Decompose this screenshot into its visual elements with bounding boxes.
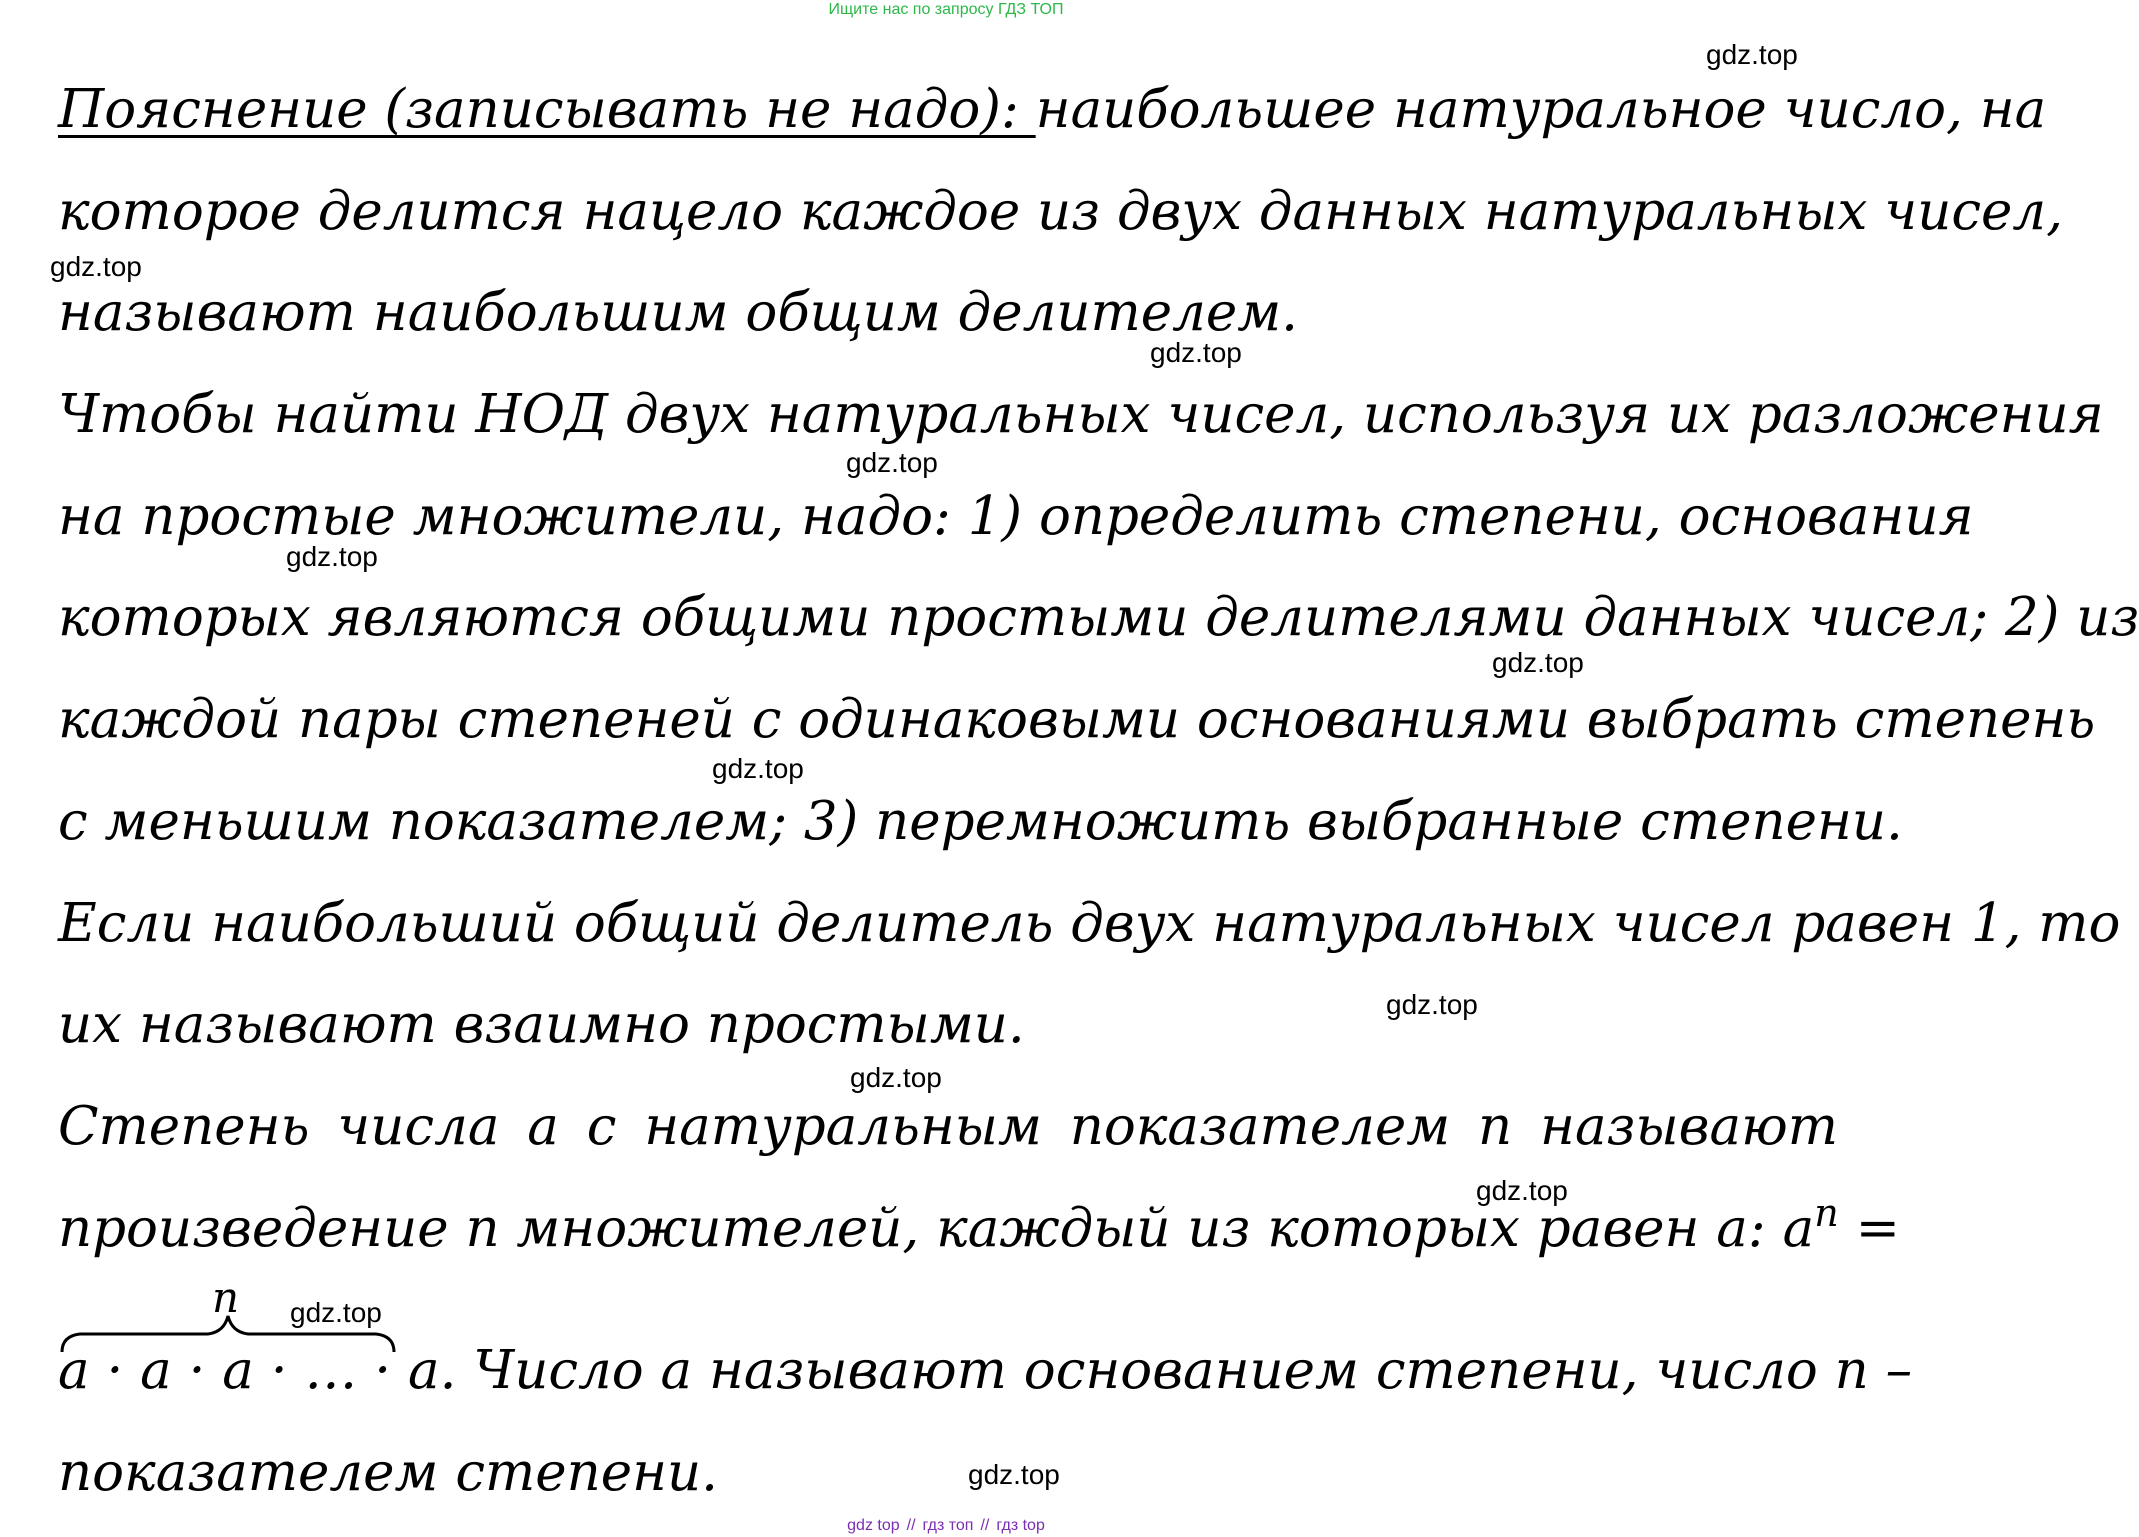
- watermark: gdz.top: [290, 1297, 382, 1328]
- watermark: gdz.top: [50, 251, 142, 282]
- watermark: gdz.top: [846, 447, 938, 478]
- text-line-12: [58, 1191, 1900, 1265]
- text-line-4: Чтобы найти НОД двух натуральных чисел, используя их разложения: [58, 384, 2104, 445]
- text-line-14: показателем степени.: [58, 1442, 719, 1503]
- watermark: gdz.top: [968, 1459, 1060, 1490]
- text-line-5: на простые множители, надо: 1) определить степени, основания: [58, 486, 1974, 547]
- footer-separator: //: [906, 1517, 916, 1534]
- text-line-9: Если наибольший общий делитель двух натуральных чисел равен 1, то: [58, 893, 2121, 954]
- watermark: gdz.top: [1492, 647, 1584, 678]
- watermark: gdz.top: [850, 1062, 942, 1093]
- formula-exponent: n: [1814, 1191, 1839, 1235]
- text-line-11: Степень числа a с натуральным показателем n называют: [58, 1096, 1838, 1157]
- watermark: gdz.top: [1476, 1175, 1568, 1206]
- brace-label: n: [212, 1273, 240, 1322]
- text-line-13: [58, 1339, 1913, 1403]
- product-formula: a · a · a · … · a: [58, 1340, 440, 1401]
- watermark: gdz.top: [712, 753, 804, 784]
- top-banner: Ищите нас по запросу ГДЗ ТОП: [828, 1, 1064, 18]
- footer-separator: //: [980, 1517, 990, 1534]
- text-line-1: [58, 78, 2047, 142]
- text-line-13-rest: . Число a называют основанием степени, число n –: [439, 1340, 1913, 1401]
- footer-item: gdz top: [847, 1517, 900, 1534]
- formula-equals: =: [1855, 1198, 1900, 1259]
- text-line-7: каждой пары степеней с одинаковыми основаниями выбрать степень: [58, 689, 2096, 750]
- formula-base: a: [1782, 1198, 1815, 1259]
- text-line-1-rest: наибольшее натуральное число, на: [1035, 79, 2047, 140]
- footer: [0, 1517, 1892, 1535]
- text-line-8: с меньшим показателем; 3) перемножить выбранные степени.: [58, 791, 1903, 852]
- watermark: gdz.top: [1386, 989, 1478, 1020]
- text-line-6: которых являются общими простыми делителями данных чисел; 2) из: [58, 587, 2139, 648]
- watermark: gdz.top: [286, 541, 378, 572]
- text-line-2: которое делится нацело каждое из двух данных натуральных чисел,: [58, 181, 2063, 242]
- text-line-3: называют наибольшим общим делителем.: [58, 282, 1299, 343]
- explanation-heading: Пояснение (записывать не надо):: [58, 79, 1036, 140]
- text-line-12-text: произведение n множителей, каждый из которых равен a:: [58, 1198, 1766, 1259]
- power-formula: [1782, 1191, 1900, 1259]
- footer-item: гдз top: [996, 1517, 1045, 1534]
- watermark: gdz.top: [1150, 337, 1242, 368]
- text-line-10: их называют взаимно простыми.: [58, 994, 1025, 1055]
- footer-item: гдз топ: [922, 1517, 974, 1534]
- watermark: gdz.top: [1706, 39, 1798, 70]
